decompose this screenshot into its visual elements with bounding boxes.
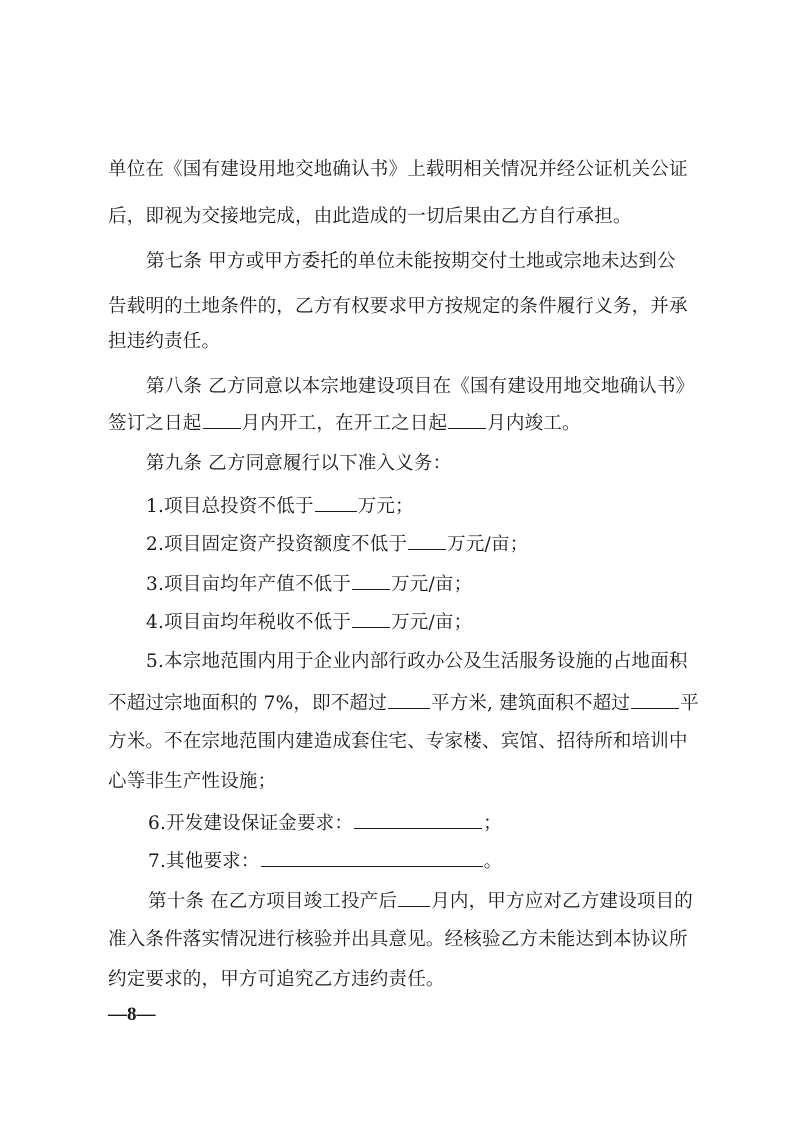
list-item: [146, 571, 472, 597]
fill-blank: [315, 493, 357, 512]
text-segment: 签订之日起: [108, 413, 202, 434]
article-10-line: [148, 888, 693, 914]
text-segment: ；: [483, 813, 502, 834]
text-segment: 。: [483, 851, 503, 872]
fill-blank: [261, 848, 483, 867]
text-line: 方米。不在宗地范围内建造成套住宅、专家楼、宾馆、招待所和培训中: [108, 731, 688, 752]
text-line: 担违约责任。: [108, 331, 221, 352]
text-segment: 平: [680, 693, 699, 714]
article-8-line: 第八条 乙方同意以本宗地建设项目在《国有建设用地交地确认书》: [146, 376, 695, 397]
list-item: [148, 810, 502, 836]
text-line: 告载明的土地条件的，乙方有权要求甲方按规定的条件履行义务，并承: [108, 296, 688, 317]
text-segment: 4.项目亩均年税收不低于: [146, 612, 352, 633]
text-line: [108, 690, 699, 716]
fill-blank: [631, 690, 679, 709]
list-item: 5.本宗地范围内用于企业内部行政办公及生活服务设施的占地面积: [146, 651, 688, 672]
text-line: 心等非生产性设施；: [108, 771, 277, 792]
text-segment: 不超过宗地面积的 7%，即不超过: [108, 693, 387, 714]
fill-blank: [203, 410, 241, 429]
text-segment: 7.其他要求：: [148, 851, 260, 872]
list-item: [146, 531, 528, 557]
text-segment: 万元/亩；: [391, 574, 473, 595]
text-segment: 平方米, 建筑面积不超过: [430, 693, 631, 714]
text-segment: 万元；: [357, 496, 414, 517]
text-segment: 万元/亩；: [391, 612, 473, 633]
fill-blank: [352, 609, 390, 628]
text-segment: 万元/亩；: [447, 534, 529, 555]
text-segment: 月内开工，在开工之日起: [241, 413, 448, 434]
article-9-line: 第九条 乙方同意履行以下准入义务：: [146, 453, 452, 474]
fill-blank: [448, 410, 486, 429]
page-number: —8—: [108, 1004, 156, 1025]
text-segment: 月内，甲方应对乙方建设项目的: [431, 891, 693, 912]
fill-blank: [352, 571, 390, 590]
text-segment: 第十条 在乙方项目竣工投产后: [148, 891, 398, 912]
article-7-line: 第七条 甲方或甲方委托的单位未能按期交付土地或宗地未达到公: [146, 251, 676, 272]
list-item: [146, 493, 414, 519]
fill-blank: [354, 810, 482, 829]
text-segment: 6.开发建设保证金要求：: [148, 813, 354, 834]
text-line: [108, 410, 581, 436]
text-segment: 2.项目固定资产投资额度不低于: [146, 534, 408, 555]
fill-blank: [388, 690, 430, 709]
text-line: 单位在《国有建设用地交地确认书》上载明相关情况并经公证机关公证: [108, 159, 688, 180]
text-segment: 月内竣工。: [487, 413, 581, 434]
text-line: 约定要求的，甲方可追究乙方违约责任。: [108, 969, 445, 990]
list-item: [146, 609, 472, 635]
fill-blank: [408, 531, 446, 550]
text-line: 后，即视为交接地完成，由此造成的一切后果由乙方自行承担。: [108, 206, 632, 227]
text-line: 准入条件落实情况进行核验并出具意见。经核验乙方未能达到本协议所: [108, 929, 688, 950]
text-segment: 3.项目亩均年产值不低于: [146, 574, 352, 595]
text-segment: 1.项目总投资不低于: [146, 496, 314, 517]
fill-blank: [398, 888, 430, 907]
list-item: [148, 848, 502, 874]
